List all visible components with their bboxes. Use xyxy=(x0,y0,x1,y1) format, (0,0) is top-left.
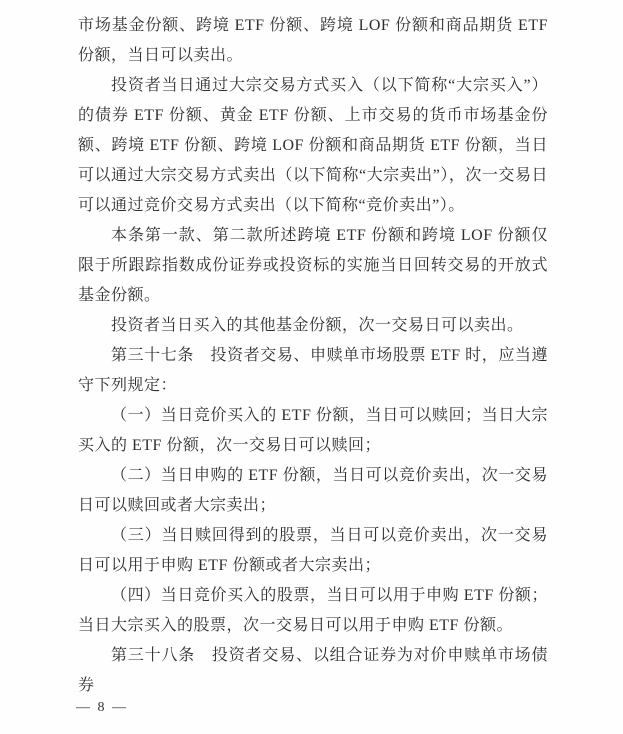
text-paragraph: （二）当日申购的 ETF 份额，当日可以竞价卖出，次一交易日可以赎回或者大宗卖出； xyxy=(78,467,548,514)
document-body xyxy=(78,11,548,701)
text-paragraph: 市场基金份额、跨境 ETF 份额、跨境 LOF 份额和商品期货 ETF 份额，当日可以卖出。 xyxy=(78,17,548,64)
text-paragraph: 本条第一款、第二款所述跨境 ETF 份额和跨境 LOF 份额仅限于所跟踪指数成份证券或投资标的实施当日回转交易的开放式基金份额。 xyxy=(78,227,548,304)
text-paragraph: 投资者当日通过大宗交易方式买入（以下简称“大宗买入”）的债券 ETF 份额、黄金 ETF 份额、上市交易的货币市场基金份额、跨境 ETF 份额、跨境 LOF 份额和商品期货 ETF 份额，当日可以通过大宗交易方式卖出（以下简称“大宗卖出”），次一交易日可以通过竞价交易方式卖出（以下简称“竞价卖出”）。 xyxy=(78,77,548,214)
text-paragraph: 投资者当日买入的其他基金份额，次一交易日可以卖出。 xyxy=(111,317,524,334)
text-paragraph: 第三十七条 投资者交易、申赎单市场股票 ETF 时，应当遵守下列规定： xyxy=(78,347,548,394)
page-number: — 8 — xyxy=(76,700,128,715)
text-paragraph: （一）当日竞价买入的 ETF 份额，当日可以赎回；当日大宗买入的 ETF 份额，次一交易日可以赎回； xyxy=(78,407,548,454)
text-paragraph: （四）当日竞价买入的股票，当日可以用于申购 ETF 份额；当日大宗买入的股票，次一交易日可以用于申购 ETF 份额。 xyxy=(78,587,548,634)
text-paragraph: （三）当日赎回得到的股票，当日可以竞价卖出，次一交易日可以用于申购 ETF 份额或者大宗卖出； xyxy=(78,527,548,574)
text-paragraph: 第三十八条 投资者交易、以组合证券为对价申赎单市场债券 xyxy=(78,647,548,694)
